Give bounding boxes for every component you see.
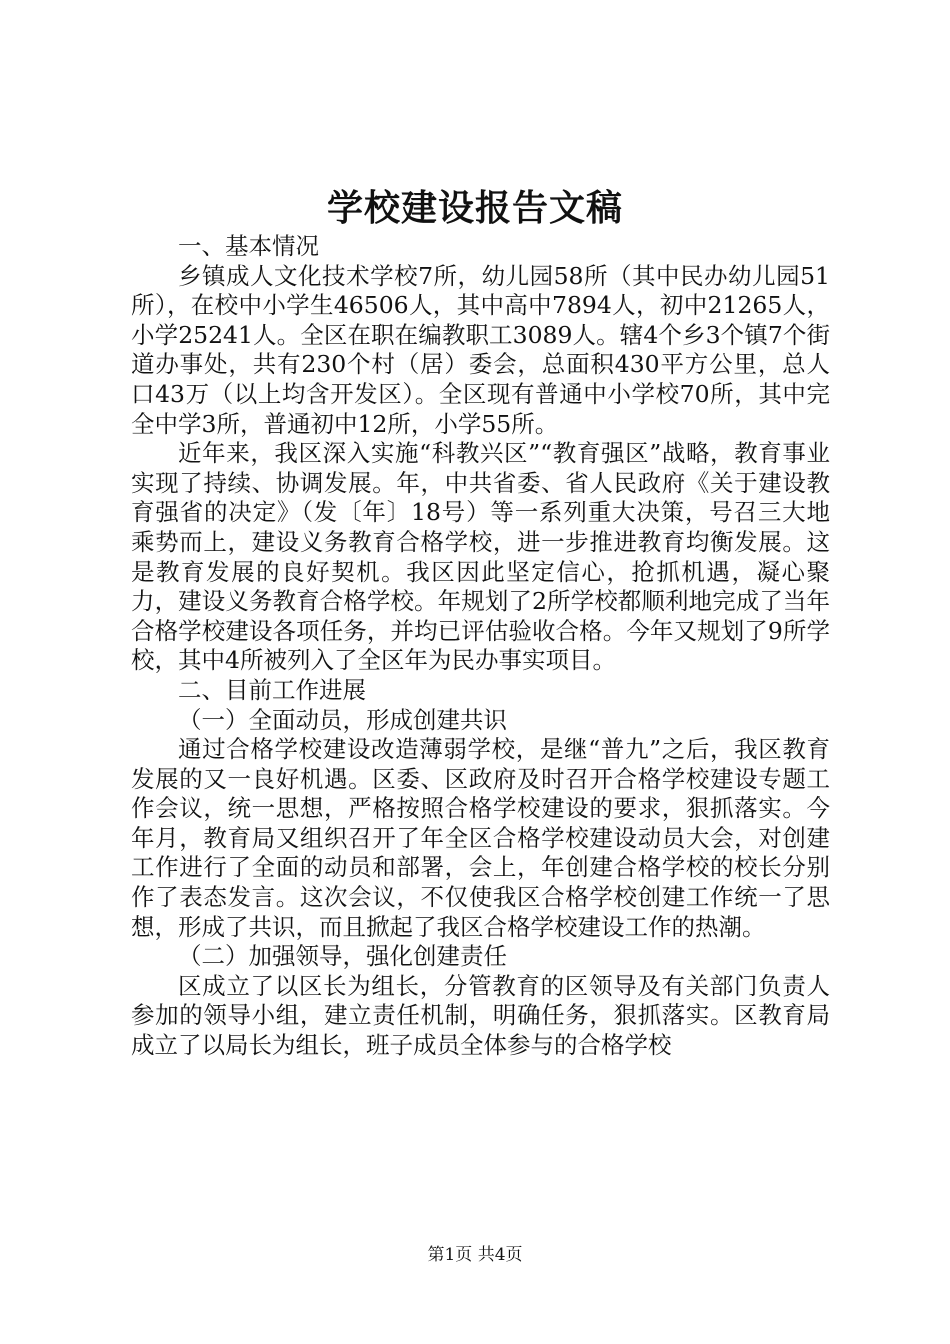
paragraph: 区成立了以区长为组长，分管教育的区领导及有关部门负责人参加的领导小组，建立责任机制，明确任务，狠抓落实。区教育局成立了以局长为组长，班子成员全体参与的合格学校 <box>131 971 830 1060</box>
subsection-heading: （一）全面动员，形成创建共识 <box>178 705 507 734</box>
section-heading: 二、目前工作进展 <box>178 675 366 704</box>
page-footer: 第1页 共4页 <box>427 1245 523 1265</box>
document-body <box>131 232 830 1061</box>
paragraph: 通过合格学校建设改造薄弱学校，是继“普九”之后，我区教育发展的又一良好机遇。区委、区政府及时召开合格学校建设专题工作会议，统一思想，严格按照合格学校建设的要求，狠抓落实。今年月，教育局又组织召开了年全区合格学校建设动员大会，对创建工作进行了全面的动员和部署，会上，年创建合格学校的校长分别作了表态发言。这次会议，不仅使我区合格学校创建工作统一了思想，形成了共识，而且掀起了我区合格学校建设工作的热潮。 <box>131 735 830 941</box>
paragraph: 乡镇成人文化技术学校7所，幼儿园58所（其中民办幼儿园51所），在校中小学生46506人，其中高中7894人，初中21265人，小学25241人。全区在职在编教职工3089人。辖4个乡3个镇7个街道办事处，共有230个村（居）委会，总面积430平方公里，总人口43万（以上均含开发区）。全区现有普通中小学校70所，其中完全中学3所，普通初中12所，小学55所。 <box>131 261 830 438</box>
document-title: 学校建设报告文稿 <box>326 187 623 229</box>
paragraph: 近年来，我区深入实施“科教兴区”“教育强区”战略，教育事业实现了持续、协调发展。年，中共省委、省人民政府《关于建设教育强省的决定》（发〔年〕18号）等一系列重大决策，号召三大地乘势而上，建设义务教育合格学校，进一步推进教育均衡发展。这是教育发展的良好契机。我区因此坚定信心，抢抓机遇，凝心聚力，建设义务教育合格学校。年规划了2所学校都顺利地完成了当年合格学校建设各项任务，并均已评估验收合格。今年又规划了9所学校，其中4所被列入了全区年为民办事实项目。 <box>131 439 830 675</box>
subsection-heading: （二）加强领导，强化创建责任 <box>178 942 507 971</box>
section-heading: 一、基本情况 <box>178 232 319 260</box>
